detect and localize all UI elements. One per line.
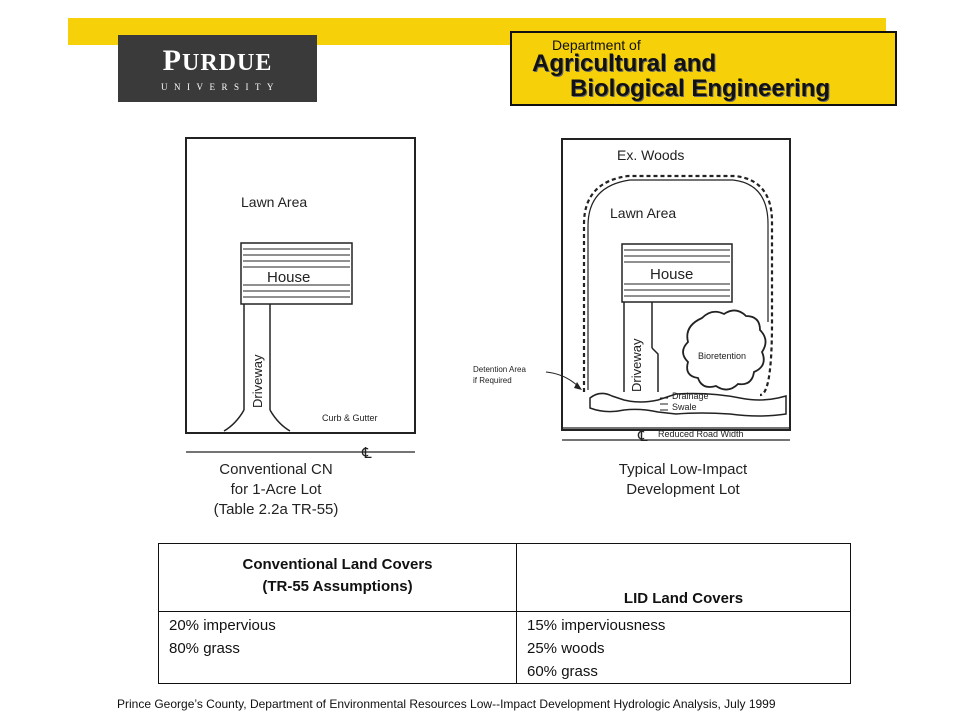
swale-label-line2: Swale xyxy=(672,402,697,412)
department-prefix: Department of xyxy=(552,37,641,53)
department-name-line1: Agricultural and xyxy=(532,50,717,77)
conventional-house xyxy=(241,243,352,304)
purdue-subtitle: UNIVERSITY xyxy=(161,82,280,92)
lid-cover-cell xyxy=(517,612,851,684)
land-cover-table xyxy=(158,543,851,684)
lid-lawn-label: Lawn Area xyxy=(610,205,677,221)
lid-lot xyxy=(473,139,790,498)
conventional-lawn-label: Lawn Area xyxy=(241,194,308,210)
lid-woods-label: Ex. Woods xyxy=(617,147,685,163)
conventional-caption-line3: (Table 2.2a TR-55) xyxy=(213,501,339,518)
conventional-lot xyxy=(186,138,415,518)
swale-label-line1: Drainage xyxy=(672,391,709,401)
reduced-road-label: Reduced Road Width xyxy=(658,429,744,439)
conventional-cover-cell xyxy=(159,612,517,684)
lid-house-label: House xyxy=(650,266,694,283)
table-row: 80% grass xyxy=(169,640,240,657)
table-row: 60% grass xyxy=(527,663,598,680)
table-row: 20% impervious xyxy=(169,617,276,634)
conventional-caption-line1: Conventional CN xyxy=(219,461,333,478)
lid-caption-line2: Development Lot xyxy=(626,481,740,498)
purdue-wordmark: PURDUE xyxy=(162,44,273,77)
lid-house xyxy=(622,244,732,302)
detention-label-line1: Detention Area xyxy=(473,365,526,374)
lid-centerline-symbol: ℄ xyxy=(638,428,648,445)
conventional-caption-line2: for 1-Acre Lot xyxy=(230,481,322,498)
conventional-driveway xyxy=(224,304,290,431)
lid-driveway-label: Driveway xyxy=(629,338,644,392)
department-name-line2: Biological Engineering xyxy=(570,75,831,102)
conventional-house-label: House xyxy=(267,269,311,286)
swale-culvert xyxy=(660,398,668,410)
bioretention-area xyxy=(683,310,766,389)
lid-driveway xyxy=(624,302,658,392)
lid-column-header: LID Land Covers xyxy=(517,544,851,612)
table-row: 25% woods xyxy=(527,640,605,657)
conventional-column-header: Conventional Land Covers (TR-55 Assumptions) xyxy=(159,544,517,612)
lid-caption-line1: Typical Low-Impact xyxy=(618,461,748,478)
conventional-driveway-label: Driveway xyxy=(250,354,265,408)
conventional-curb-label: Curb & Gutter xyxy=(322,413,378,423)
detention-label-line2: if Required xyxy=(473,376,512,385)
source-citation: Prince George’s County, Department of Environmental Resources Low--Impact Development Hydrologic Analysis, July 1999 xyxy=(117,697,776,711)
bioretention-label: Bioretention xyxy=(698,351,747,361)
conventional-centerline-symbol: ℄ xyxy=(362,445,372,462)
table-row: 15% imperviousness xyxy=(527,617,666,634)
